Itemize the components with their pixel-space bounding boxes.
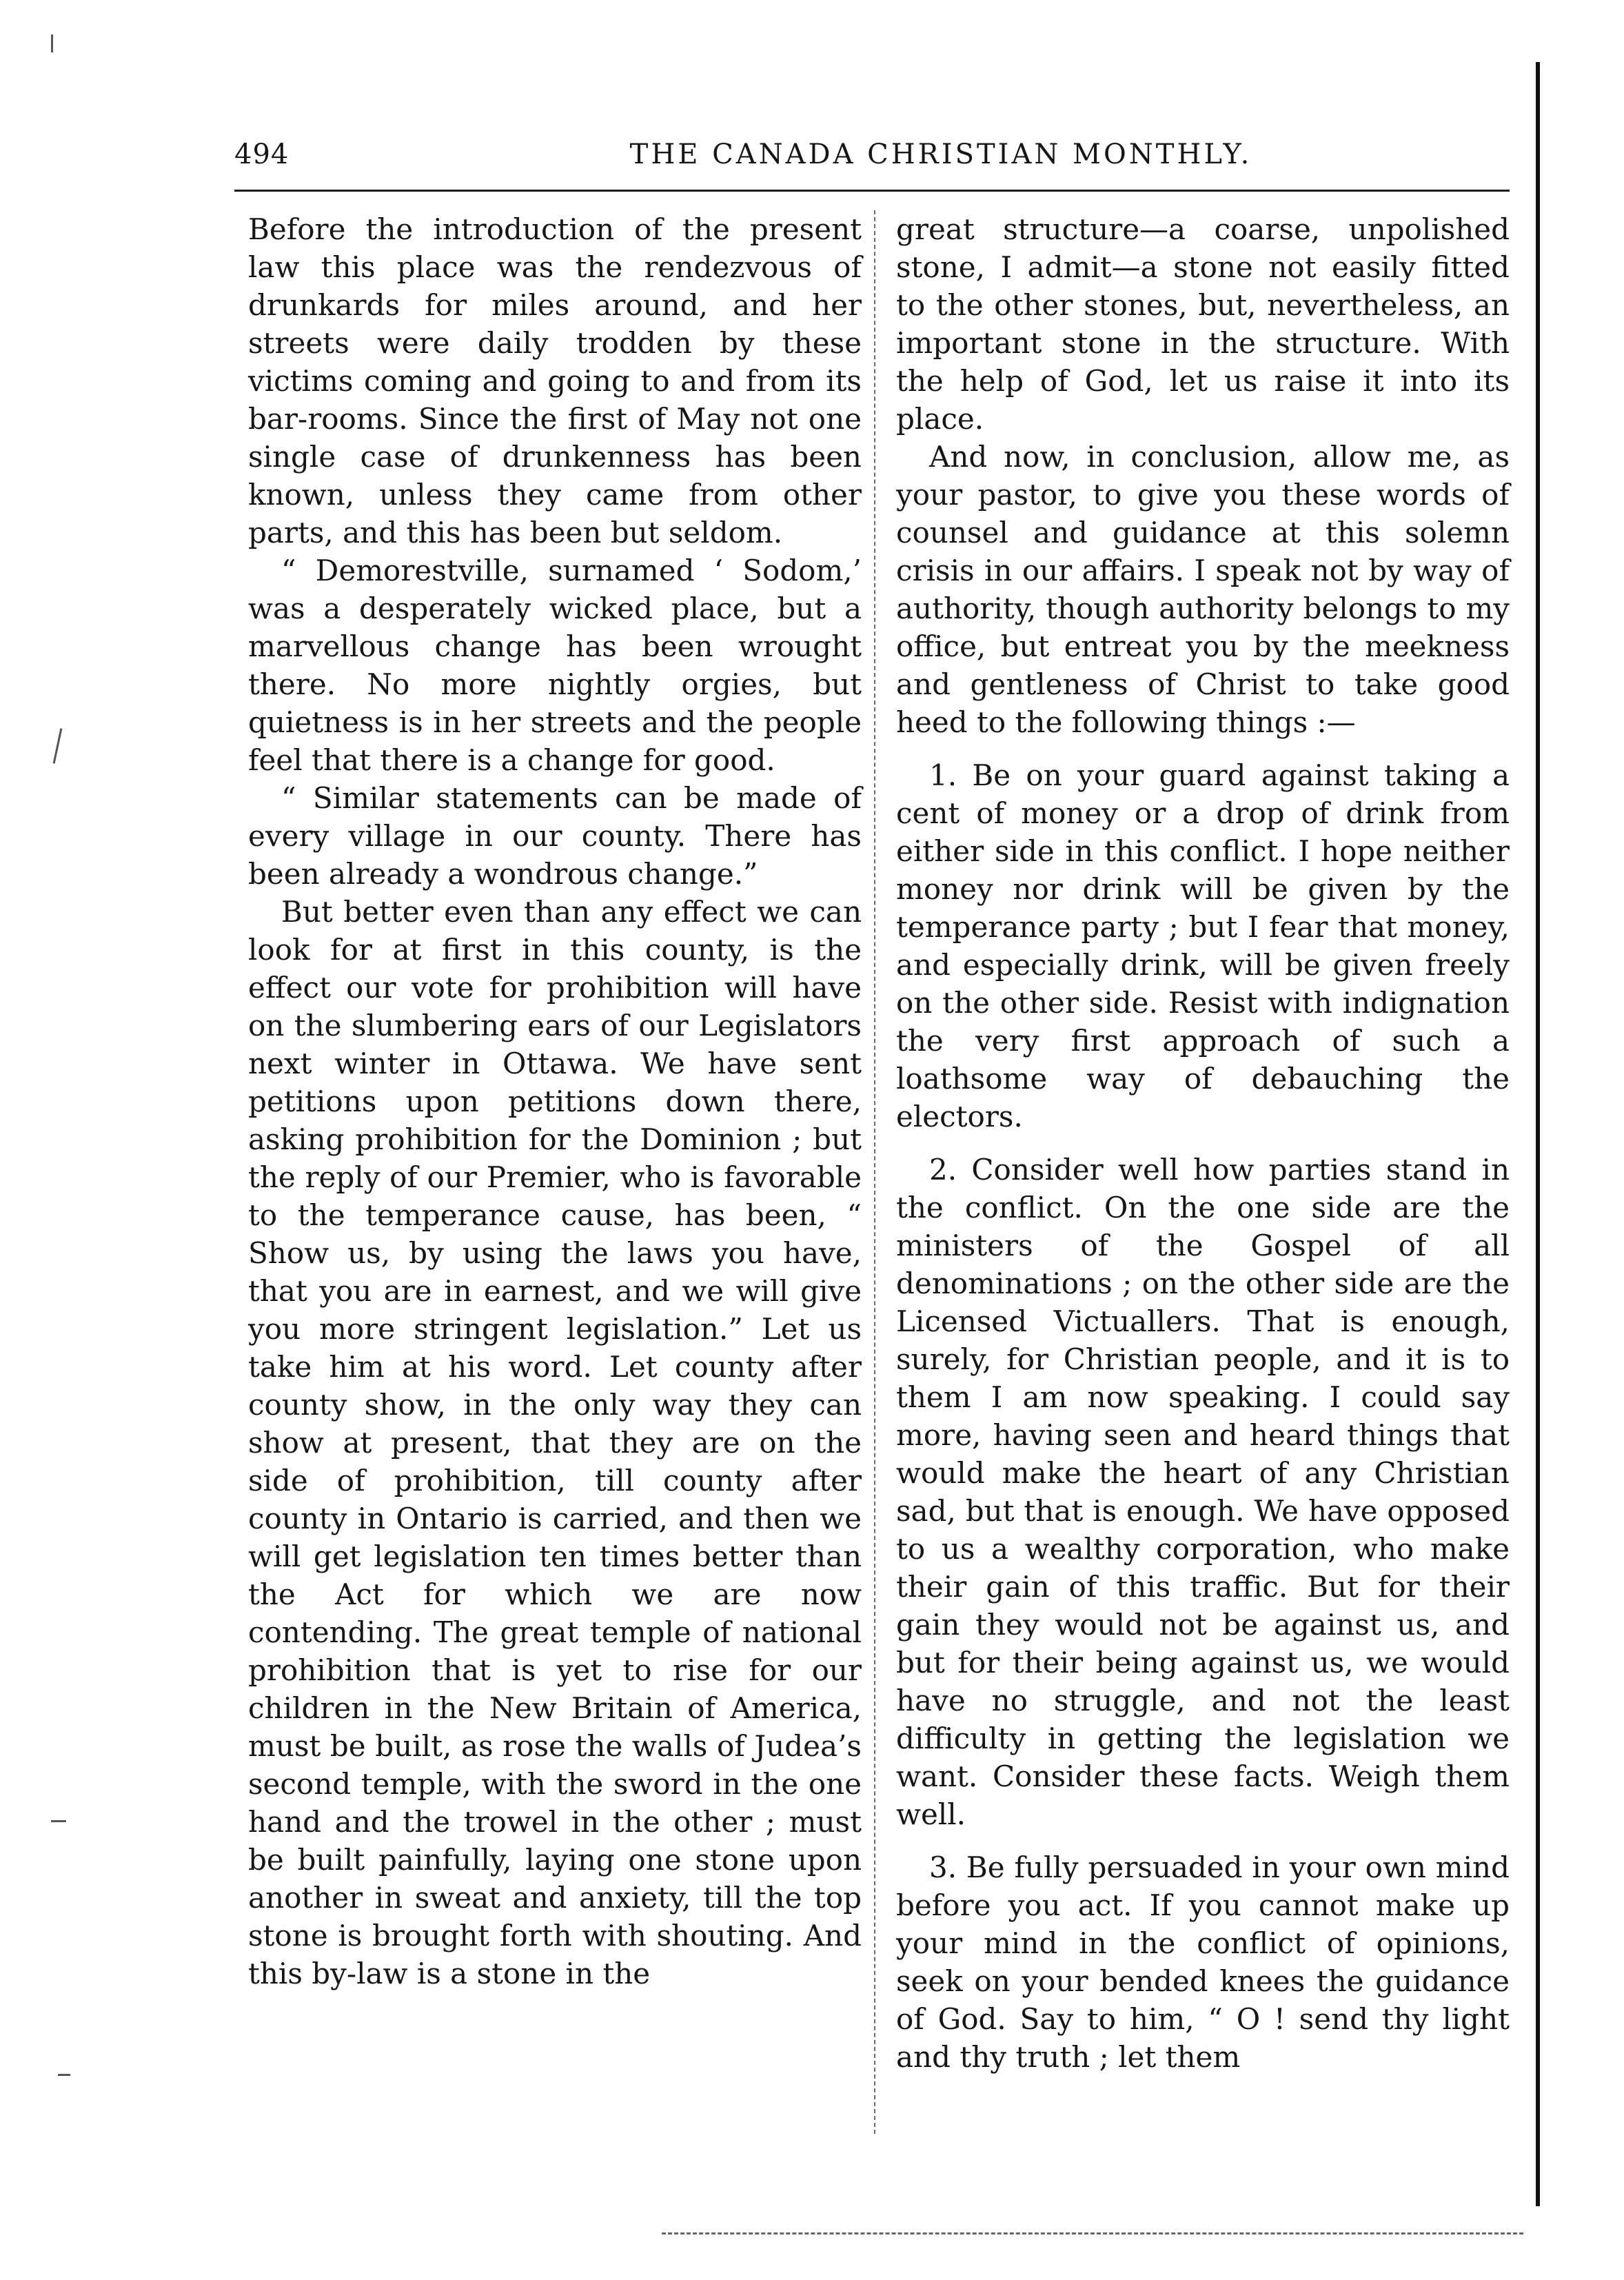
numbered-point: 3. Be fully persuaded in your own mind before you act. If you cannot make up your mind in the conflict of opinions, seek on your bended knees the guidance of God. Say to him, “ O ! send thy light and thy truth ; let them xyxy=(896,1850,1510,2074)
page-header xyxy=(234,134,1510,190)
paragraph: “ Similar statements can be made of every village in our county. There has been already a wondrous change.” xyxy=(248,781,862,891)
paragraph: But better even than any effect we can look for at first in this county, is the effect our vote for prohibition will have on the slumbering ears of our Legislators next winter in Ottawa. We have sent petitions upon petitions down there, asking prohibition for the Dominion ; but the reply of our Premier, who is favorable to the temperance cause, has been, “ Show us, by using the laws you have, that you are in earnest, and we will give you more stringent legislation.” Let us take him at his word. Let county after county show, in the only way they can show at present, that they are on the side of prohibition, till county after county in Ontario is carried, and then we will get legislation ten times better than the Act for which we are now contending. The great temple of national prohibition that is yet to rise for our children in the New Britain of America, must be built, as rose the walls of Judea’s second temple, with the sword in the one hand and the trowel in the other ; must be built painfully, laying one stone upon another in sweat and anxiety, till the top stone is brought forth with shouting. And this by-law is a stone in the xyxy=(248,895,862,1990)
column-divider xyxy=(874,210,877,2134)
scan-noise-line xyxy=(662,2232,1523,2237)
paragraph: And now, in conclusion, allow me, as your pastor, to give you these words of counsel and guidance at this solemn crisis in our affairs. I speak not by way of authority, though authority belongs to my office, but entreat you by the meekness and gentleness of Christ to take good heed to the following things :— xyxy=(896,440,1510,739)
right-column xyxy=(896,210,1510,2141)
scan-mark xyxy=(51,1820,66,1822)
page-number: 494 xyxy=(234,139,290,170)
scan-mark xyxy=(58,2074,70,2076)
paragraph: great structure—a coarse, unpolished stone, I admit—a stone not easily fitted to the other stones, but, nevertheless, an important stone in the structure. With the help of God, let us raise it into its place. xyxy=(896,212,1510,436)
paragraph: “ Demorestville, surnamed ‘ Sodom,’ was a desperately wicked place, but a marvellous change has been wrought there. No more nightly orgies, but quietness is in her streets and the people feel that there is a change for good. xyxy=(248,554,862,777)
page-edge-rule xyxy=(1536,62,1540,2206)
paragraph: Before the introduction of the present law this place was the rendezvous of drunkards for miles around, and her streets were daily trodden by these victims coming and going to and from its bar-rooms. Since the first of May not one single case of drunkenness has been known, unless they came from other parts, and this has been but seldom. xyxy=(248,212,862,549)
numbered-point: 2. Consider well how parties stand in the conflict. On the one side are the ministers of the Gospel of all denominations ; on the other side are the Licensed Victuallers. That is enough, surely, for Christian people, and it is to them I am now speaking. I could say more, having seen and heard things that would make the heart of any Christian sad, but that is enough. We have opposed to us a wealthy corporation, who make their gain of this traffic. But for their gain they would not be against us, and but for their being against us, we would have no struggle, and not the least difficulty in getting the legislation we want. Consider these facts. Weigh them well. xyxy=(896,1153,1510,1831)
scan-mark xyxy=(51,34,53,52)
left-column xyxy=(248,210,862,2141)
numbered-point: 1. Be on your guard against taking a cent of money or a drop of drink from either side in this conflict. I hope neither money nor drink will be given by the temperance party ; but I fear that money, and especially drink, will be given freely on the other side. Resist with indignation the very first approach of such a loathsome way of debauching the electors. xyxy=(896,758,1510,1133)
scan-mark xyxy=(53,728,63,763)
running-title: THE CANADA CHRISTIAN MONTHLY. xyxy=(629,139,1252,170)
header-rule xyxy=(234,190,1510,192)
